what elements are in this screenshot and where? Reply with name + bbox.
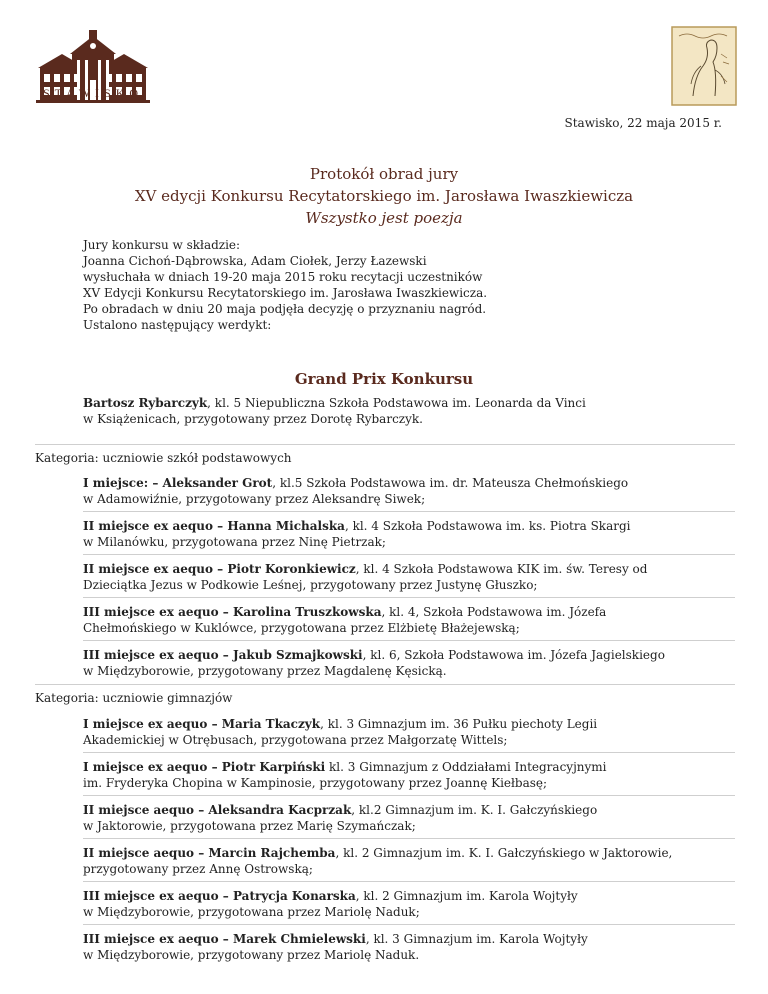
award-entry <box>83 759 743 791</box>
entry-details: , kl. 6, Szkoła Podstawowa im. Józefa Jagielskiego <box>362 648 665 662</box>
award-title: I miejsce ex aequo – Piotr Karpiński <box>83 760 326 774</box>
award-entry <box>83 888 743 920</box>
award-title: I miejsce: – Aleksander Grot <box>83 476 273 490</box>
title-motto: Wszystko jest poezja <box>305 209 463 227</box>
award-title: II miejsce aequo – Marcin Rajchemba <box>83 846 336 860</box>
award-title: II miejsce aequo – Aleksandra Kacprzak <box>83 803 352 817</box>
entry-details-line2: w Międzyborowie, przygotowana przez Mariolę Naduk; <box>83 905 420 919</box>
award-title: II miejsce ex aequo – Hanna Michalska <box>83 519 345 533</box>
award-entry <box>83 518 743 550</box>
award-title: III miejsce ex aequo – Marek Chmielewski <box>83 932 366 946</box>
entry-divider <box>83 597 735 598</box>
award-entry <box>83 802 743 834</box>
intro-line: Po obradach w dniu 20 maja podjęła decyzję o przyznaniu nagród. <box>83 302 487 316</box>
entry-details: kl. 3 Gimnazjum z Oddziałami Integracyjnymi <box>325 760 607 774</box>
entry-details-line2: Dzieciątka Jezus w Podkowie Leśnej, przygotowany przez Justynę Głuszko; <box>83 578 538 592</box>
grand-prix-entry <box>83 395 743 427</box>
entry-divider <box>83 795 735 796</box>
entry-details-line2: przygotowany przez Annę Ostrowską; <box>83 862 313 876</box>
entry-details: , kl. 2 Gimnazjum im. K. I. Gałczyńskiego w Jaktorowie, <box>335 846 673 860</box>
winner-name: Bartosz Rybarczyk <box>83 396 208 410</box>
category-divider <box>35 684 735 685</box>
award-title: III miejsce ex aequo – Patrycja Konarska <box>83 889 356 903</box>
entry-details-line2: w Milanówku, przygotowana przez Ninę Pietrzak; <box>83 535 386 549</box>
entry-details: , kl. 4 Szkoła Podstawowa im. ks. Piotra Skargi <box>344 519 631 533</box>
award-entry <box>83 845 743 877</box>
entry-details-line2: Chełmońskiego w Kuklówce, przygotowana przez Elżbietę Błażejewską; <box>83 621 520 635</box>
intro-line: Joanna Cichoń-Dąbrowska, Adam Ciołek, Jerzy Łazewski <box>83 254 427 268</box>
category-divider <box>35 444 735 445</box>
title-protocol: Protokół obrad jury <box>309 165 459 183</box>
logo-wordmark: STAWISKO <box>42 86 144 100</box>
entry-details-line2: w Międzyborowie, przygotowany przez Magdalenę Kęsicką. <box>83 664 447 678</box>
entry-details: , kl. 5 Niepubliczna Szkoła Podstawowa im. Leonarda da Vinci <box>207 396 586 410</box>
entry-divider <box>83 838 735 839</box>
entry-details-line2: w Adamowiźnie, przygotowany przez Aleksandrę Siwek; <box>83 492 426 506</box>
entry-details: , kl. 2 Gimnazjum im. Karola Wojtyły <box>355 889 578 903</box>
award-title: III miejsce ex aequo – Jakub Szmajkowski <box>83 648 363 662</box>
entry-divider <box>83 881 735 882</box>
entry-divider <box>83 752 735 753</box>
award-entry <box>83 604 743 636</box>
award-title: II miejsce ex aequo – Piotr Koronkiewicz <box>83 562 356 576</box>
entry-details-line2: w Międzyborowie, przygotowany przez Mariolę Naduk. <box>83 948 420 962</box>
entry-divider <box>83 640 735 641</box>
entry-details: , kl.5 Szkoła Podstawowa im. dr. Mateusza Chełmońskiego <box>272 476 629 490</box>
grand-prix-heading: Grand Prix Konkursu <box>294 370 474 388</box>
award-entry <box>83 647 743 679</box>
intro-paragraph <box>83 237 487 333</box>
entry-details: , kl. 3 Gimnazjum im. Karola Wojtyły <box>365 932 588 946</box>
intro-line: wysłuchała w dniach 19-20 maja 2015 roku recytacji uczestników <box>83 270 483 284</box>
entry-details: , kl. 3 Gimnazjum im. 36 Pułku piechoty Legii <box>320 717 598 731</box>
intro-line: Ustalono następujący werdykt: <box>83 318 272 332</box>
title-competition: XV edycji Konkursu Recytatorskiego im. Jarosława Iwaszkiewicza <box>134 187 634 205</box>
entry-details-line2: w Jaktorowie, przygotowana przez Marię Szymańczak; <box>83 819 416 833</box>
entry-details-line2: Akademickiej w Otrębusach, przygotowana przez Małgorzatę Wittels; <box>83 733 508 747</box>
award-title: III miejsce ex aequo – Karolina Truszkowska <box>83 605 382 619</box>
award-entry <box>83 475 743 507</box>
award-entry <box>83 931 743 963</box>
award-title: I miejsce ex aequo – Maria Tkaczyk <box>83 717 321 731</box>
award-entry <box>83 561 743 593</box>
document-date: Stawisko, 22 maja 2015 r. <box>564 116 722 130</box>
intro-line: XV Edycji Konkursu Recytatorskiego im. Jarosława Iwaszkiewicza. <box>83 286 488 300</box>
entry-details-line2: w Książenicach, przygotowany przez Dorotę Rybarczyk. <box>83 412 423 426</box>
entry-divider <box>83 924 735 925</box>
entry-details: , kl. 4, Szkoła Podstawowa im. Józefa <box>381 605 607 619</box>
award-entry <box>83 716 743 748</box>
entry-details-line2: im. Fryderyka Chopina w Kampinosie, przygotowany przez Joannę Kiełbasę; <box>83 776 548 790</box>
entry-divider <box>83 511 735 512</box>
portrait-sketch-emblem <box>671 26 737 106</box>
entry-details: , kl.2 Gimnazjum im. K. I. Gałczyńskiego <box>351 803 598 817</box>
category-label-gymnasium: Kategoria: uczniowie gimnazjów <box>35 691 233 705</box>
category-label-primary: Kategoria: uczniowie szkół podstawowych <box>35 451 292 465</box>
entry-details: , kl. 4 Szkoła Podstawowa KIK im. św. Teresy od <box>355 562 648 576</box>
intro-line: Jury konkursu w składzie: <box>83 238 241 252</box>
entry-divider <box>83 554 735 555</box>
document-title-block <box>0 163 768 229</box>
